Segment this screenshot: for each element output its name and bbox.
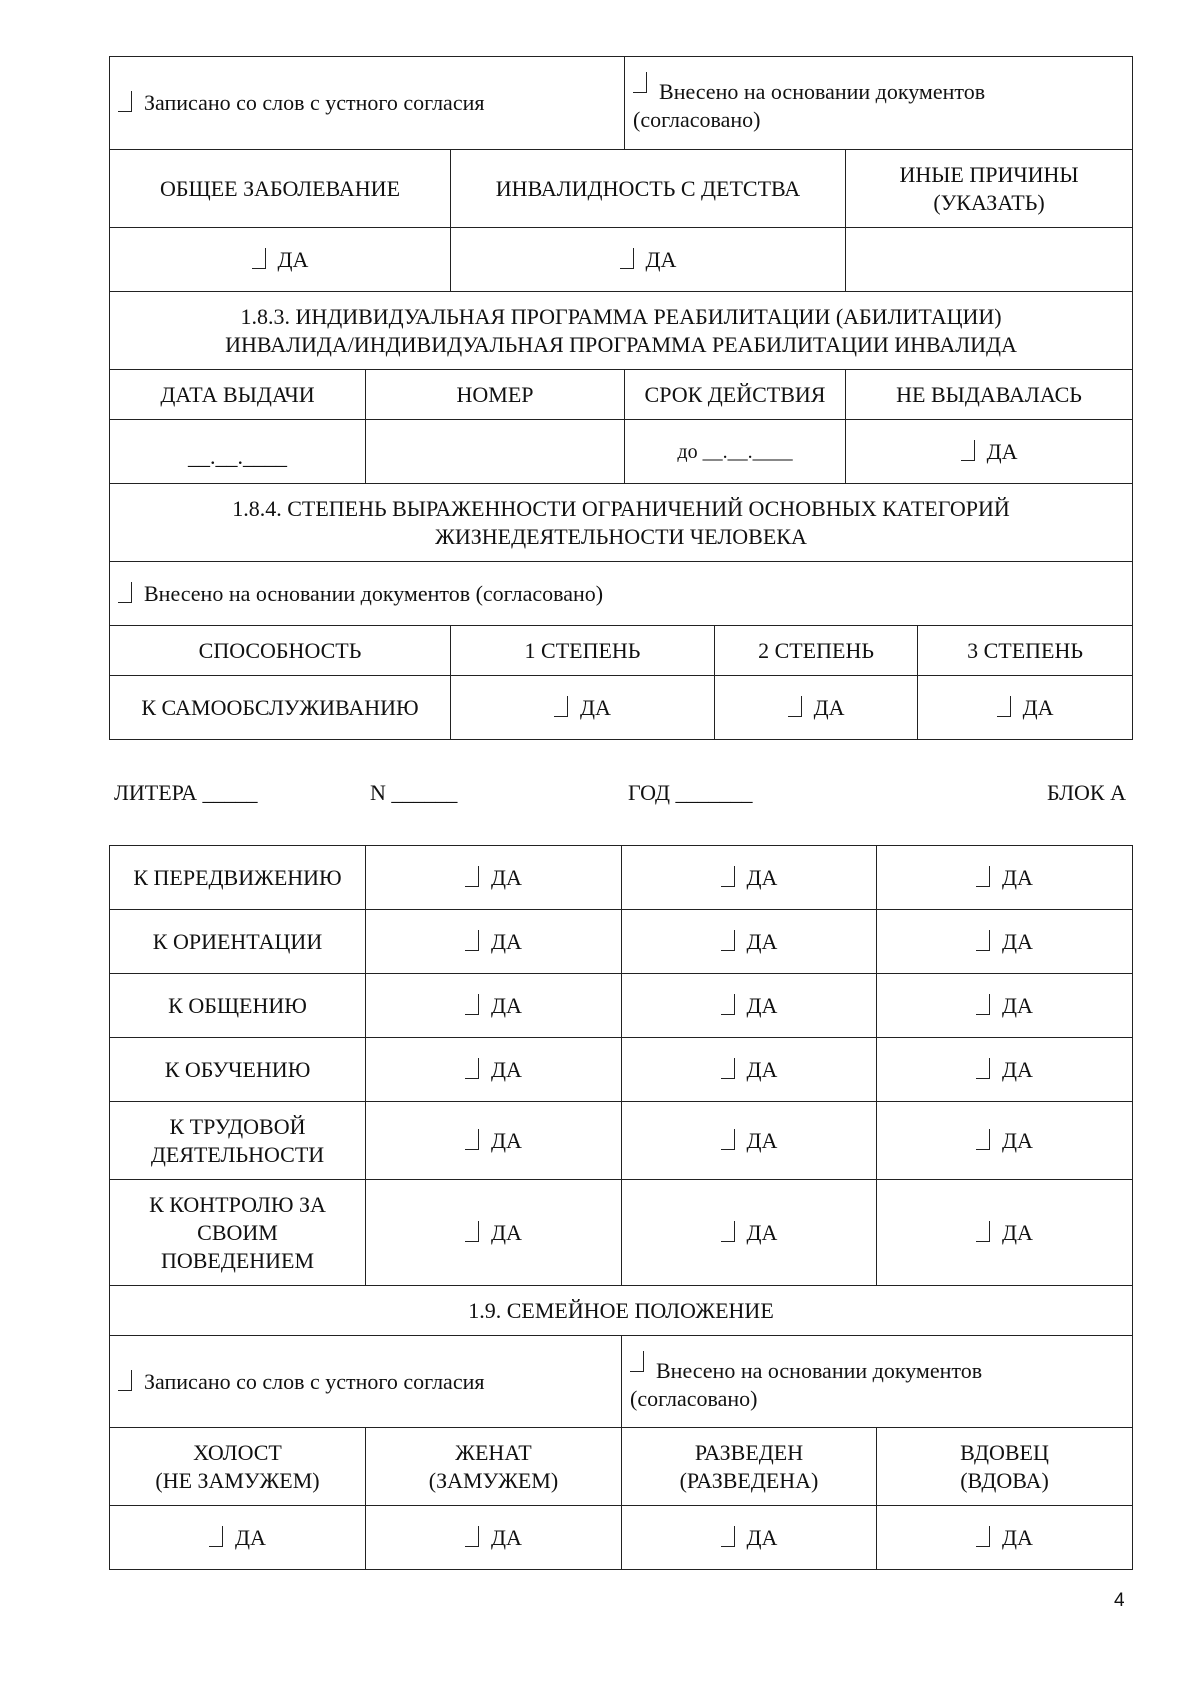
widowed-yes[interactable]: ДА [877, 1506, 1133, 1570]
family-consent-documents-cell[interactable]: Внесено на основании документов (согласовано) [622, 1336, 1133, 1428]
communication-degree-3[interactable]: ДА [877, 974, 1133, 1038]
ability-communication: К ОБЩЕНИЮ [110, 974, 366, 1038]
table-row [110, 1038, 1133, 1102]
checkbox-icon[interactable] [976, 994, 990, 1015]
header-ability: СПОСОБНОСТЬ [110, 626, 451, 676]
ability-work: К ТРУДОВОЙ ДЕЯТЕЛЬНОСТИ [110, 1102, 366, 1180]
header-childhood-disability: ИНВАЛИДНОСТЬ С ДЕТСТВА [451, 150, 846, 228]
checkbox-icon[interactable] [721, 994, 735, 1015]
checkbox-icon[interactable] [252, 248, 266, 269]
checkbox-icon[interactable] [465, 1129, 479, 1150]
orientation-degree-3[interactable]: ДА [877, 910, 1133, 974]
work-degree-2[interactable]: ДА [622, 1102, 877, 1180]
checkbox-icon[interactable] [788, 696, 802, 717]
consent-verbal-cell[interactable] [110, 57, 625, 150]
movement-degree-2[interactable]: ДА [622, 846, 877, 910]
header-general-disease: ОБЩЕЕ ЗАБОЛЕВАНИЕ [110, 150, 451, 228]
learning-degree-3[interactable]: ДА [877, 1038, 1133, 1102]
validity-field[interactable]: до __.__.____ [625, 420, 846, 484]
header-married: ЖЕНАТ (ЗАМУЖЕМ) [366, 1428, 622, 1506]
communication-degree-1[interactable]: ДА [366, 974, 622, 1038]
number-field[interactable]: N ______ [370, 780, 458, 805]
header-issue-date: ДАТА ВЫДАЧИ [110, 370, 366, 420]
table-row [110, 910, 1133, 974]
header-single: ХОЛОСТ (НЕ ЗАМУЖЕМ) [110, 1428, 366, 1506]
table-row [110, 1180, 1133, 1286]
table-row [110, 676, 1133, 740]
work-degree-1[interactable]: ДА [366, 1102, 622, 1180]
self-care-degree-2[interactable]: ДА [715, 676, 918, 740]
table-row [110, 846, 1133, 910]
consent-documents-label: Внесено на основании документов [659, 79, 986, 104]
header-other-causes: ИНЫЕ ПРИЧИНЫ (УКАЗАТЬ) [846, 150, 1133, 228]
childhood-disability-yes[interactable]: ДА [451, 228, 846, 292]
orientation-degree-1[interactable]: ДА [366, 910, 622, 974]
checkbox-icon[interactable] [633, 72, 647, 93]
single-yes[interactable]: ДА [110, 1506, 366, 1570]
checkbox-icon[interactable] [554, 696, 568, 717]
section-1-8-3-title: 1.8.3. ИНДИВИДУАЛЬНАЯ ПРОГРАММА РЕАБИЛИТАЦИИ (АБИЛИТАЦИИ) ИНВАЛИДА/ИНДИВИДУАЛЬНАЯ ПРОГРАММА РЕАБИЛИТАЦИИ ИНВАЛИДА [110, 292, 1133, 370]
checkbox-icon[interactable] [465, 1058, 479, 1079]
checkbox-icon[interactable] [721, 866, 735, 887]
header-degree-1: 1 СТЕПЕНЬ [451, 626, 715, 676]
form-table-upper [109, 56, 1133, 740]
ability-self-care: К САМООБСЛУЖИВАНИЮ [110, 676, 451, 740]
ability-learning: К ОБУЧЕНИЮ [110, 1038, 366, 1102]
header-validity: СРОК ДЕЙСТВИЯ [625, 370, 846, 420]
movement-degree-1[interactable]: ДА [366, 846, 622, 910]
checkbox-icon[interactable] [465, 866, 479, 887]
consent-documents-note: (согласовано) [633, 107, 761, 132]
consent-documents-cell[interactable] [625, 57, 1133, 150]
learning-degree-2[interactable]: ДА [622, 1038, 877, 1102]
document-header-line [114, 780, 1126, 810]
self-control-degree-2[interactable]: ДА [622, 1180, 877, 1286]
checkbox-icon[interactable] [465, 1221, 479, 1242]
divorced-yes[interactable]: ДА [622, 1506, 877, 1570]
self-control-degree-3[interactable]: ДА [877, 1180, 1133, 1286]
table-row [110, 974, 1133, 1038]
checkbox-icon[interactable] [209, 1526, 223, 1547]
table-row [110, 1102, 1133, 1180]
self-care-degree-1[interactable]: ДА [451, 676, 715, 740]
issue-date-field[interactable]: __.__.____ [110, 420, 366, 484]
family-consent-verbal-cell[interactable]: Записано со слов с устного согласия [110, 1336, 622, 1428]
checkbox-icon[interactable] [976, 866, 990, 887]
checkbox-icon[interactable] [118, 91, 132, 112]
checkbox-icon[interactable] [976, 1526, 990, 1547]
work-degree-3[interactable]: ДА [877, 1102, 1133, 1180]
checkbox-icon[interactable] [620, 248, 634, 269]
checkbox-icon[interactable] [465, 930, 479, 951]
learning-degree-1[interactable]: ДА [366, 1038, 622, 1102]
checkbox-icon[interactable] [721, 1058, 735, 1079]
consent-verbal-label: Записано со слов с устного согласия [144, 90, 485, 115]
limitations-documents-cell[interactable]: Внесено на основании документов (согласовано) [110, 562, 1133, 626]
checkbox-icon[interactable] [976, 930, 990, 951]
general-disease-yes[interactable]: ДА [110, 228, 451, 292]
self-care-degree-3[interactable]: ДА [918, 676, 1133, 740]
not-issued-yes[interactable]: ДА [846, 420, 1133, 484]
checkbox-icon[interactable] [997, 696, 1011, 717]
checkbox-icon[interactable] [721, 930, 735, 951]
header-degree-3: 3 СТЕПЕНЬ [918, 626, 1133, 676]
page-number: 4 [1114, 1590, 1125, 1611]
checkbox-icon[interactable] [118, 1370, 132, 1391]
checkbox-icon[interactable] [976, 1129, 990, 1150]
checkbox-icon[interactable] [721, 1526, 735, 1547]
checkbox-icon[interactable] [721, 1129, 735, 1150]
orientation-degree-2[interactable]: ДА [622, 910, 877, 974]
litera-field[interactable]: ЛИТЕРА _____ [114, 780, 258, 805]
checkbox-icon[interactable] [630, 1351, 644, 1372]
checkbox-icon[interactable] [961, 440, 975, 461]
movement-degree-3[interactable]: ДА [877, 846, 1133, 910]
ability-self-control: К КОНТРОЛЮ ЗА СВОИМ ПОВЕДЕНИЕМ [110, 1180, 366, 1286]
checkbox-icon[interactable] [465, 1526, 479, 1547]
checkbox-icon[interactable] [976, 1221, 990, 1242]
form-table-lower [109, 845, 1133, 1570]
block-label: БЛОК А [1047, 780, 1126, 805]
header-number: НОМЕР [366, 370, 625, 420]
section-1-9-title: 1.9. СЕМЕЙНОЕ ПОЛОЖЕНИЕ [110, 1286, 1133, 1336]
checkbox-icon[interactable] [465, 994, 479, 1015]
checkbox-icon[interactable] [118, 582, 132, 603]
year-field[interactable]: ГОД _______ [628, 780, 753, 805]
other-causes-input[interactable] [846, 228, 1133, 292]
self-control-degree-1[interactable]: ДА [366, 1180, 622, 1286]
ability-orientation: К ОРИЕНТАЦИИ [110, 910, 366, 974]
checkbox-icon[interactable] [976, 1058, 990, 1079]
section-1-8-4-title: 1.8.4. СТЕПЕНЬ ВЫРАЖЕННОСТИ ОГРАНИЧЕНИЙ ОСНОВНЫХ КАТЕГОРИЙ ЖИЗНЕДЕЯТЕЛЬНОСТИ ЧЕЛОВЕКА [110, 484, 1133, 562]
header-divorced: РАЗВЕДЕН (РАЗВЕДЕНА) [622, 1428, 877, 1506]
header-widowed: ВДОВЕЦ (ВДОВА) [877, 1428, 1133, 1506]
checkbox-icon[interactable] [721, 1221, 735, 1242]
married-yes[interactable]: ДА [366, 1506, 622, 1570]
ability-movement: К ПЕРЕДВИЖЕНИЮ [110, 846, 366, 910]
number-field[interactable] [366, 420, 625, 484]
header-degree-2: 2 СТЕПЕНЬ [715, 626, 918, 676]
header-not-issued: НЕ ВЫДАВАЛАСЬ [846, 370, 1133, 420]
communication-degree-2[interactable]: ДА [622, 974, 877, 1038]
